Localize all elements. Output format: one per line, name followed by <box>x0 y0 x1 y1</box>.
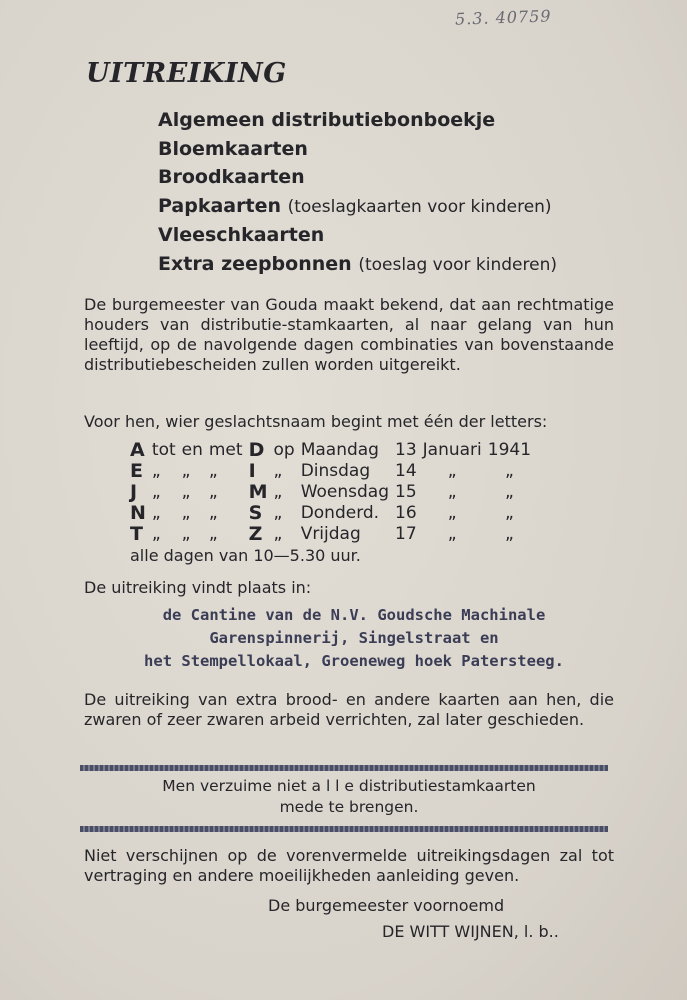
location-line: Garenspinnerij, Singelstraat en <box>209 629 499 647</box>
schedule-a: tot <box>151 440 176 460</box>
schedule-row <box>130 440 537 461</box>
location-line: het Stempellokaal, Groeneweg hoek Patersteeg. <box>144 652 564 670</box>
reminder-line: mede te brengen. <box>279 798 419 816</box>
reminder <box>84 776 614 818</box>
schedule-date: 14 <box>395 461 417 481</box>
schedule-to: Z <box>248 523 263 545</box>
item-main: Algemeen distributiebonboekje <box>158 109 496 131</box>
schedule-from: J <box>130 481 138 503</box>
location-line: de Cantine van de N.V. Goudsche Machinale <box>162 606 546 624</box>
intro-paragraph: De burgemeester van Gouda maakt bekend, dat aan rechtmatige houders van distributie-stamkaarten, al naar gelang van hun leeftijd, op de navolgende dagen combinaties van bovenstaande distributiebescheiden zullen worden uitgereikt. <box>84 295 614 374</box>
schedule-b: „ <box>181 482 191 502</box>
schedule-b: „ <box>181 524 191 544</box>
schedule-a: „ <box>151 482 161 502</box>
location-intro: De uitreiking vindt plaats in: <box>84 578 312 597</box>
letters-intro: Voor hen, wier geslachtsnaam begint met één der letters: <box>84 412 548 431</box>
schedule-to: D <box>248 439 265 461</box>
schedule-a: „ <box>151 503 161 523</box>
schedule-row <box>130 524 537 545</box>
schedule-from: N <box>130 502 146 524</box>
hours: alle dagen van 10—5.30 uur. <box>130 546 361 565</box>
list-item <box>158 106 557 135</box>
schedule-d: „ <box>273 524 283 544</box>
schedule-a: „ <box>151 461 161 481</box>
schedule-year: „ <box>504 524 514 544</box>
extra-note: De uitreiking van extra brood- en andere kaarten aan hen, die zwaren of zeer zwaren arbeid verrichten, zal later geschieden. <box>84 690 614 729</box>
schedule-table <box>130 440 537 545</box>
divider <box>80 765 608 771</box>
schedule-year: 1941 <box>487 440 532 460</box>
schedule-day: Vrijdag <box>300 524 361 544</box>
schedule-year: „ <box>504 503 514 523</box>
schedule-year: „ <box>504 482 514 502</box>
schedule-row <box>130 461 537 482</box>
list-item <box>158 192 557 222</box>
schedule-to: M <box>248 481 268 503</box>
schedule-to: I <box>248 460 256 482</box>
reminder-line: Men verzuime niet a l l e distributiestamkaarten <box>162 777 536 795</box>
schedule-month: „ <box>447 461 457 481</box>
schedule-date: 17 <box>395 524 417 544</box>
schedule-day: Dinsdag <box>300 461 371 481</box>
schedule-c: met <box>208 440 243 460</box>
schedule-a: „ <box>151 524 161 544</box>
schedule-year: „ <box>504 461 514 481</box>
schedule-b: „ <box>181 503 191 523</box>
item-main: Bloemkaarten <box>158 137 308 160</box>
schedule-d: op <box>273 440 295 460</box>
schedule-c: „ <box>208 524 218 544</box>
item-list <box>158 106 557 279</box>
schedule-to: S <box>248 502 263 524</box>
list-item <box>158 250 557 280</box>
schedule-from: T <box>130 523 143 545</box>
schedule-date: 15 <box>395 482 417 502</box>
list-item <box>158 221 557 250</box>
warning: Niet verschijnen op de vorenvermelde uitreikingsdagen zal tot vertraging en andere moeilijkheden aanleiding geven. <box>84 846 614 885</box>
schedule-d: „ <box>273 461 283 481</box>
schedule-date: 13 <box>395 440 417 460</box>
signature-name: DE WITT WIJNEN, l. b.. <box>382 922 559 941</box>
schedule-from: E <box>130 460 143 482</box>
schedule-d: „ <box>273 503 283 523</box>
archive-note: 5.3. 40759 <box>454 6 552 29</box>
signature-line: De burgemeester voornoemd <box>268 896 505 915</box>
schedule-b: en <box>181 440 203 460</box>
item-note: (toeslagkaarten voor kinderen) <box>287 196 552 217</box>
schedule-day: Maandag <box>300 440 379 460</box>
locations <box>84 604 624 673</box>
schedule-from: A <box>130 439 145 461</box>
schedule-month: „ <box>447 482 457 502</box>
schedule-month: „ <box>447 524 457 544</box>
divider <box>80 826 608 832</box>
schedule-b: „ <box>181 461 191 481</box>
poster-title: UITREIKING <box>86 58 287 89</box>
schedule-day: Woensdag <box>300 482 389 502</box>
schedule-day: Donderd. <box>300 503 380 523</box>
schedule-date: 16 <box>395 503 417 523</box>
schedule-row <box>130 482 537 503</box>
item-note: (toeslag voor kinderen) <box>358 254 557 275</box>
schedule-d: „ <box>273 482 283 502</box>
item-main: Broodkaarten <box>158 166 305 188</box>
schedule-month: „ <box>447 503 457 523</box>
item-main: Papkaarten <box>158 194 281 217</box>
item-main: Extra zeepbonnen <box>158 252 352 275</box>
item-main: Vleeschkaarten <box>158 224 325 246</box>
list-item <box>158 135 557 164</box>
schedule-month: Januari <box>422 440 482 460</box>
schedule-c: „ <box>208 461 218 481</box>
schedule-row <box>130 503 537 524</box>
list-item <box>158 163 557 192</box>
schedule-c: „ <box>208 482 218 502</box>
schedule-c: „ <box>208 503 218 523</box>
